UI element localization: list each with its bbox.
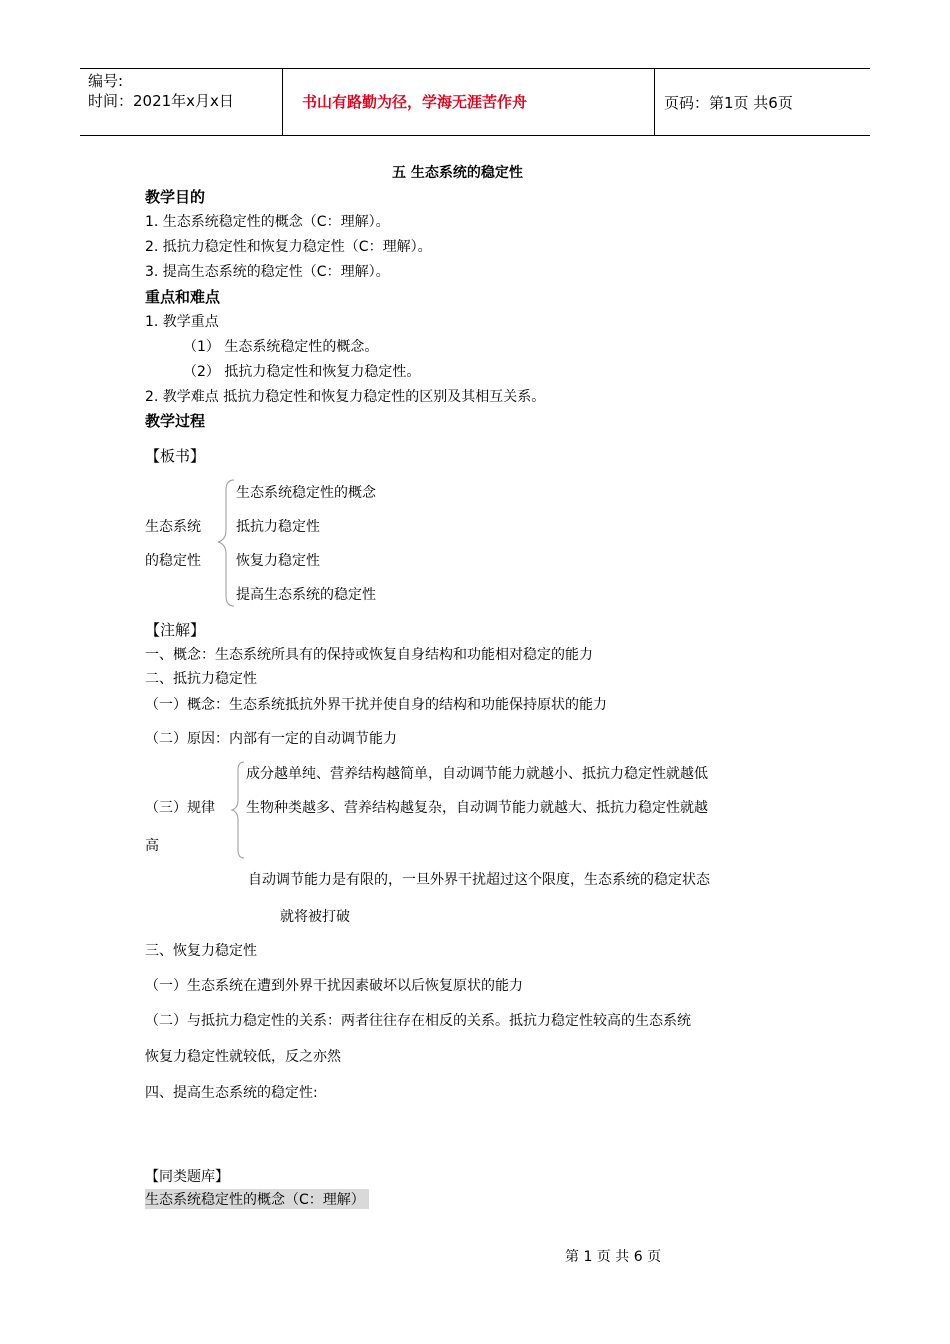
objective-item: 3. 提高生态系统的稳定性（C：理解）。 bbox=[145, 264, 390, 280]
objectives-heading: 教学目的 bbox=[145, 188, 206, 206]
objective-item: 1. 生态系统稳定性的概念（C：理解）。 bbox=[145, 214, 390, 230]
board-topic: 生态系统 bbox=[145, 519, 201, 535]
question-bank-label: 【同类题库】 bbox=[145, 1169, 229, 1185]
rule-label: （三）规律 bbox=[145, 800, 215, 816]
concept-text: 一、概念：生态系统所具有的保持或恢复自身结构和功能相对稳定的能力 bbox=[145, 647, 593, 663]
document-header bbox=[80, 68, 870, 136]
board-topic: 的稳定性 bbox=[145, 553, 201, 569]
page-code: 页码：第1页 共6页 bbox=[664, 94, 793, 112]
resistance-title: 二、抵抗力稳定性 bbox=[145, 671, 257, 687]
rule-item-continued: 高 bbox=[145, 838, 159, 854]
process-heading: 教学过程 bbox=[145, 412, 206, 430]
recovery-item: （二）与抵抗力稳定性的关系：两者往往存在相反的关系。抵抗力稳定性较高的生态系统 bbox=[145, 1013, 691, 1029]
rule-item: 成分越单纯、营养结构越简单，自动调节能力就越小、抵抗力稳定性就越低 bbox=[246, 766, 708, 782]
page-title: 五 生态系统的稳定性 bbox=[392, 165, 523, 181]
board-item: 提高生态系统的稳定性 bbox=[236, 587, 376, 603]
board-label: 【板书】 bbox=[145, 447, 206, 465]
key-points-heading: 重点和难点 bbox=[145, 288, 221, 306]
recovery-item: （一）生态系统在遭到外界干扰因素破坏以后恢复原状的能力 bbox=[145, 978, 523, 994]
resistance-cause: （二）原因：内部有一定的自动调节能力 bbox=[145, 731, 397, 747]
improve-title: 四、提高生态系统的稳定性: bbox=[145, 1085, 318, 1101]
focus-label: 1. 教学重点 bbox=[145, 314, 219, 330]
board-item: 生态系统稳定性的概念 bbox=[236, 485, 376, 501]
rule-item: 生物种类越多、营养结构越复杂，自动调节能力就越大、抵抗力稳定性就越 bbox=[246, 800, 708, 816]
resistance-concept: （一）概念：生态系统抵抗外界干扰并使自身的结构和功能保持原状的能力 bbox=[145, 697, 607, 713]
board-item: 恢复力稳定性 bbox=[236, 553, 320, 569]
recovery-title: 三、恢复力稳定性 bbox=[145, 943, 257, 959]
header-divider bbox=[654, 69, 655, 135]
number-label: 编号: bbox=[88, 72, 124, 90]
board-brace bbox=[214, 478, 238, 608]
question-bank-item: 生态系统稳定性的概念（C：理解） bbox=[145, 1189, 369, 1209]
page-footer: 第 1 页 共 6 页 bbox=[565, 1249, 662, 1265]
header-divider bbox=[282, 69, 283, 135]
objective-item: 2. 抵抗力稳定性和恢复力稳定性（C：理解）。 bbox=[145, 239, 432, 255]
rule-item-continued: 就将被打破 bbox=[280, 909, 350, 925]
notes-label: 【注解】 bbox=[145, 621, 206, 639]
board-item: 抵抗力稳定性 bbox=[236, 519, 320, 535]
focus-item: （1） 生态系统稳定性的概念。 bbox=[183, 339, 379, 355]
header-motto: 书山有路勤为径，学海无涯苦作舟 bbox=[302, 93, 528, 111]
rule-item: 自动调节能力是有限的，一旦外界干扰超过这个限度，生态系统的稳定状态 bbox=[248, 872, 710, 888]
difficulty-text: 2. 教学难点 抵抗力稳定性和恢复力稳定性的区别及其相互关系。 bbox=[145, 389, 546, 405]
focus-item: （2） 抵抗力稳定性和恢复力稳定性。 bbox=[183, 364, 421, 380]
time-label: 时间：2021年x月x日 bbox=[88, 92, 234, 110]
recovery-item-continued: 恢复力稳定性就较低，反之亦然 bbox=[145, 1049, 341, 1065]
